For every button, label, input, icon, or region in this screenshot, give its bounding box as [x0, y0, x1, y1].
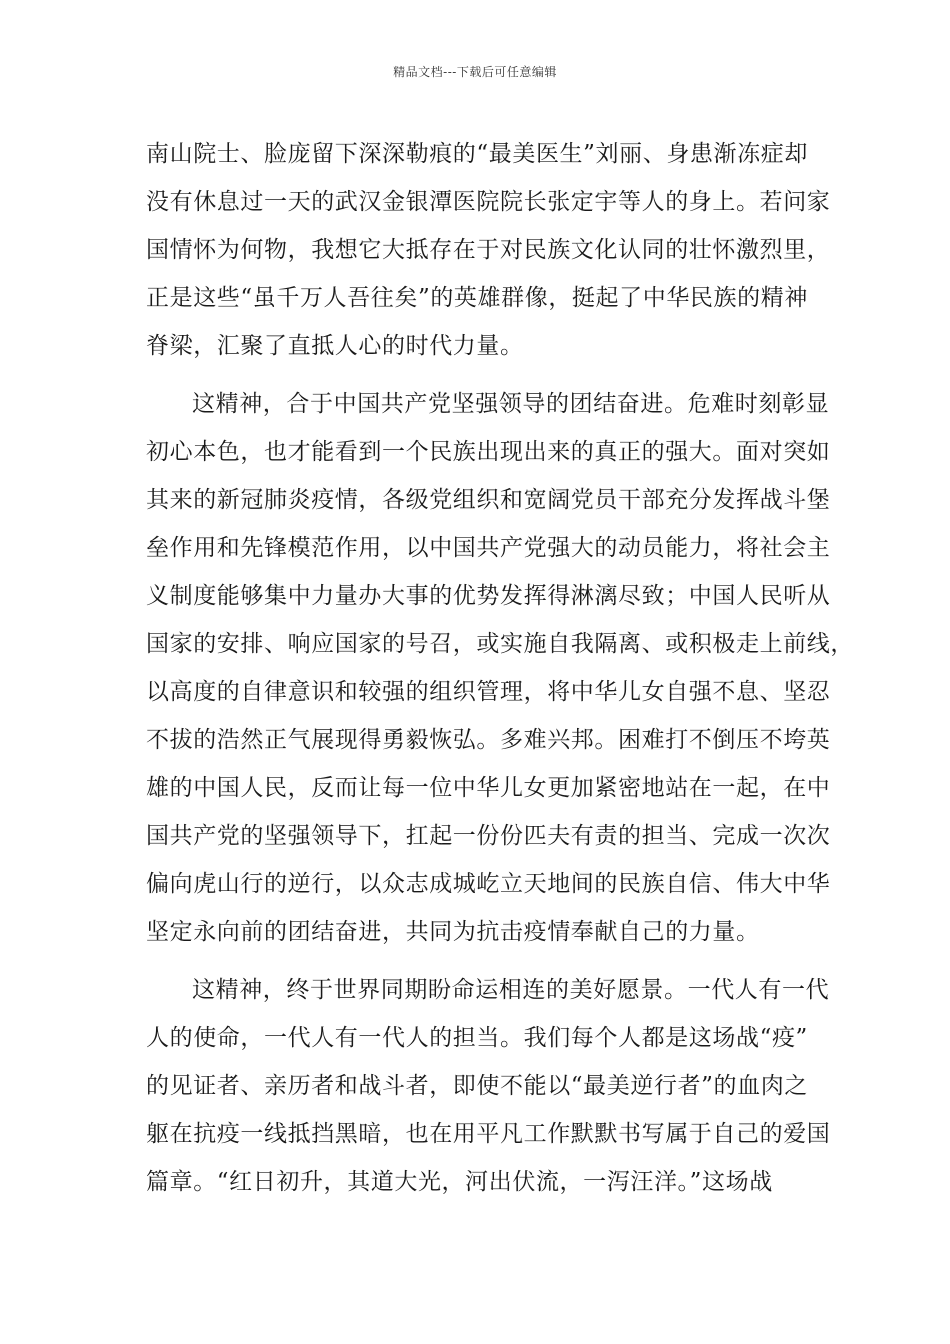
text-line: 的见证者、亲历者和战斗者，即使不能以“最美逆行者”的血肉之	[146, 1073, 808, 1099]
text-line: 垒作用和先锋模范作用，以中国共产党强大的动员能力，将社会主	[146, 535, 831, 561]
text-line: 其来的新冠肺炎疫情，各级党组织和宽阔党员干部充分发挥战斗堡	[146, 487, 831, 513]
paragraph-3	[146, 966, 831, 1206]
text-line: 南山院士、脸庞留下深深勒痕的“最美医生”刘丽、身患渐冻症却	[146, 141, 808, 167]
text-line: 脊梁，汇聚了直抵人心的时代力量。	[146, 333, 524, 359]
paragraph-1	[146, 130, 831, 370]
text-line: 躯在抗疫一线抵挡黑暗，也在用平凡工作默默书写属于自己的爱国	[146, 1121, 831, 1147]
text-line: 没有休息过一天的武汉金银潭医院院长张定宇等人的身上。若问家	[146, 189, 831, 215]
text-line: 国共产党的坚强领导下，扛起一份份匹夫有责的担当、完成一次次	[146, 823, 831, 849]
text-line: 偏向虎山行的逆行，以众志成城屹立天地间的民族自信、伟大中华	[146, 871, 831, 897]
text-line: 雄的中国人民，反而让每一位中华儿女更加紧密地站在一起，在中	[146, 775, 831, 801]
text-line: 人的使命，一代人有一代人的担当。我们每个人都是这场战“疫”	[146, 1025, 808, 1051]
paragraph-gap	[146, 370, 810, 380]
paragraph-gap	[146, 956, 810, 966]
text-line: 这精神，合于中国共产党坚强领导的团结奋进。危难时刻彰显	[192, 391, 830, 417]
text-line: 义制度能够集中力量办大事的优势发挥得淋漓尽致；中国人民听从	[146, 583, 831, 609]
page-header: 精品文档---下载后可任意编辑	[393, 65, 557, 79]
paragraph-2	[146, 380, 854, 956]
text-line: 国情怀为何物，我想它大抵存在于对民族文化认同的壮怀激烈里，	[146, 237, 831, 263]
text-line: 不拔的浩然正气展现得勇毅恢弘。多难兴邦。困难打不倒压不垮英	[146, 727, 831, 753]
text-line: 以高度的自律意识和较强的组织管理，将中华儿女自强不息、坚忍	[146, 679, 831, 705]
text-line: 篇章。“红日初升，其道大光，河出伏流，一泻汪洋。”这场战	[146, 1169, 773, 1195]
text-line: 正是这些“虽千万人吾往矣”的英雄群像，挺起了中华民族的精神	[146, 285, 808, 311]
text-line: 国家的安排、响应国家的号召，或实施自我隔离、或积极走上前线，	[146, 631, 854, 657]
document-body	[146, 130, 854, 1206]
text-line: 初心本色，也才能看到一个民族出现出来的真正的强大。面对突如	[146, 439, 831, 465]
text-line: 坚定永向前的团结奋进，共同为抗击疫情奉献自己的力量。	[146, 919, 760, 945]
text-line: 这精神，终于世界同期盼命运相连的美好愿景。一代人有一代	[192, 977, 830, 1003]
